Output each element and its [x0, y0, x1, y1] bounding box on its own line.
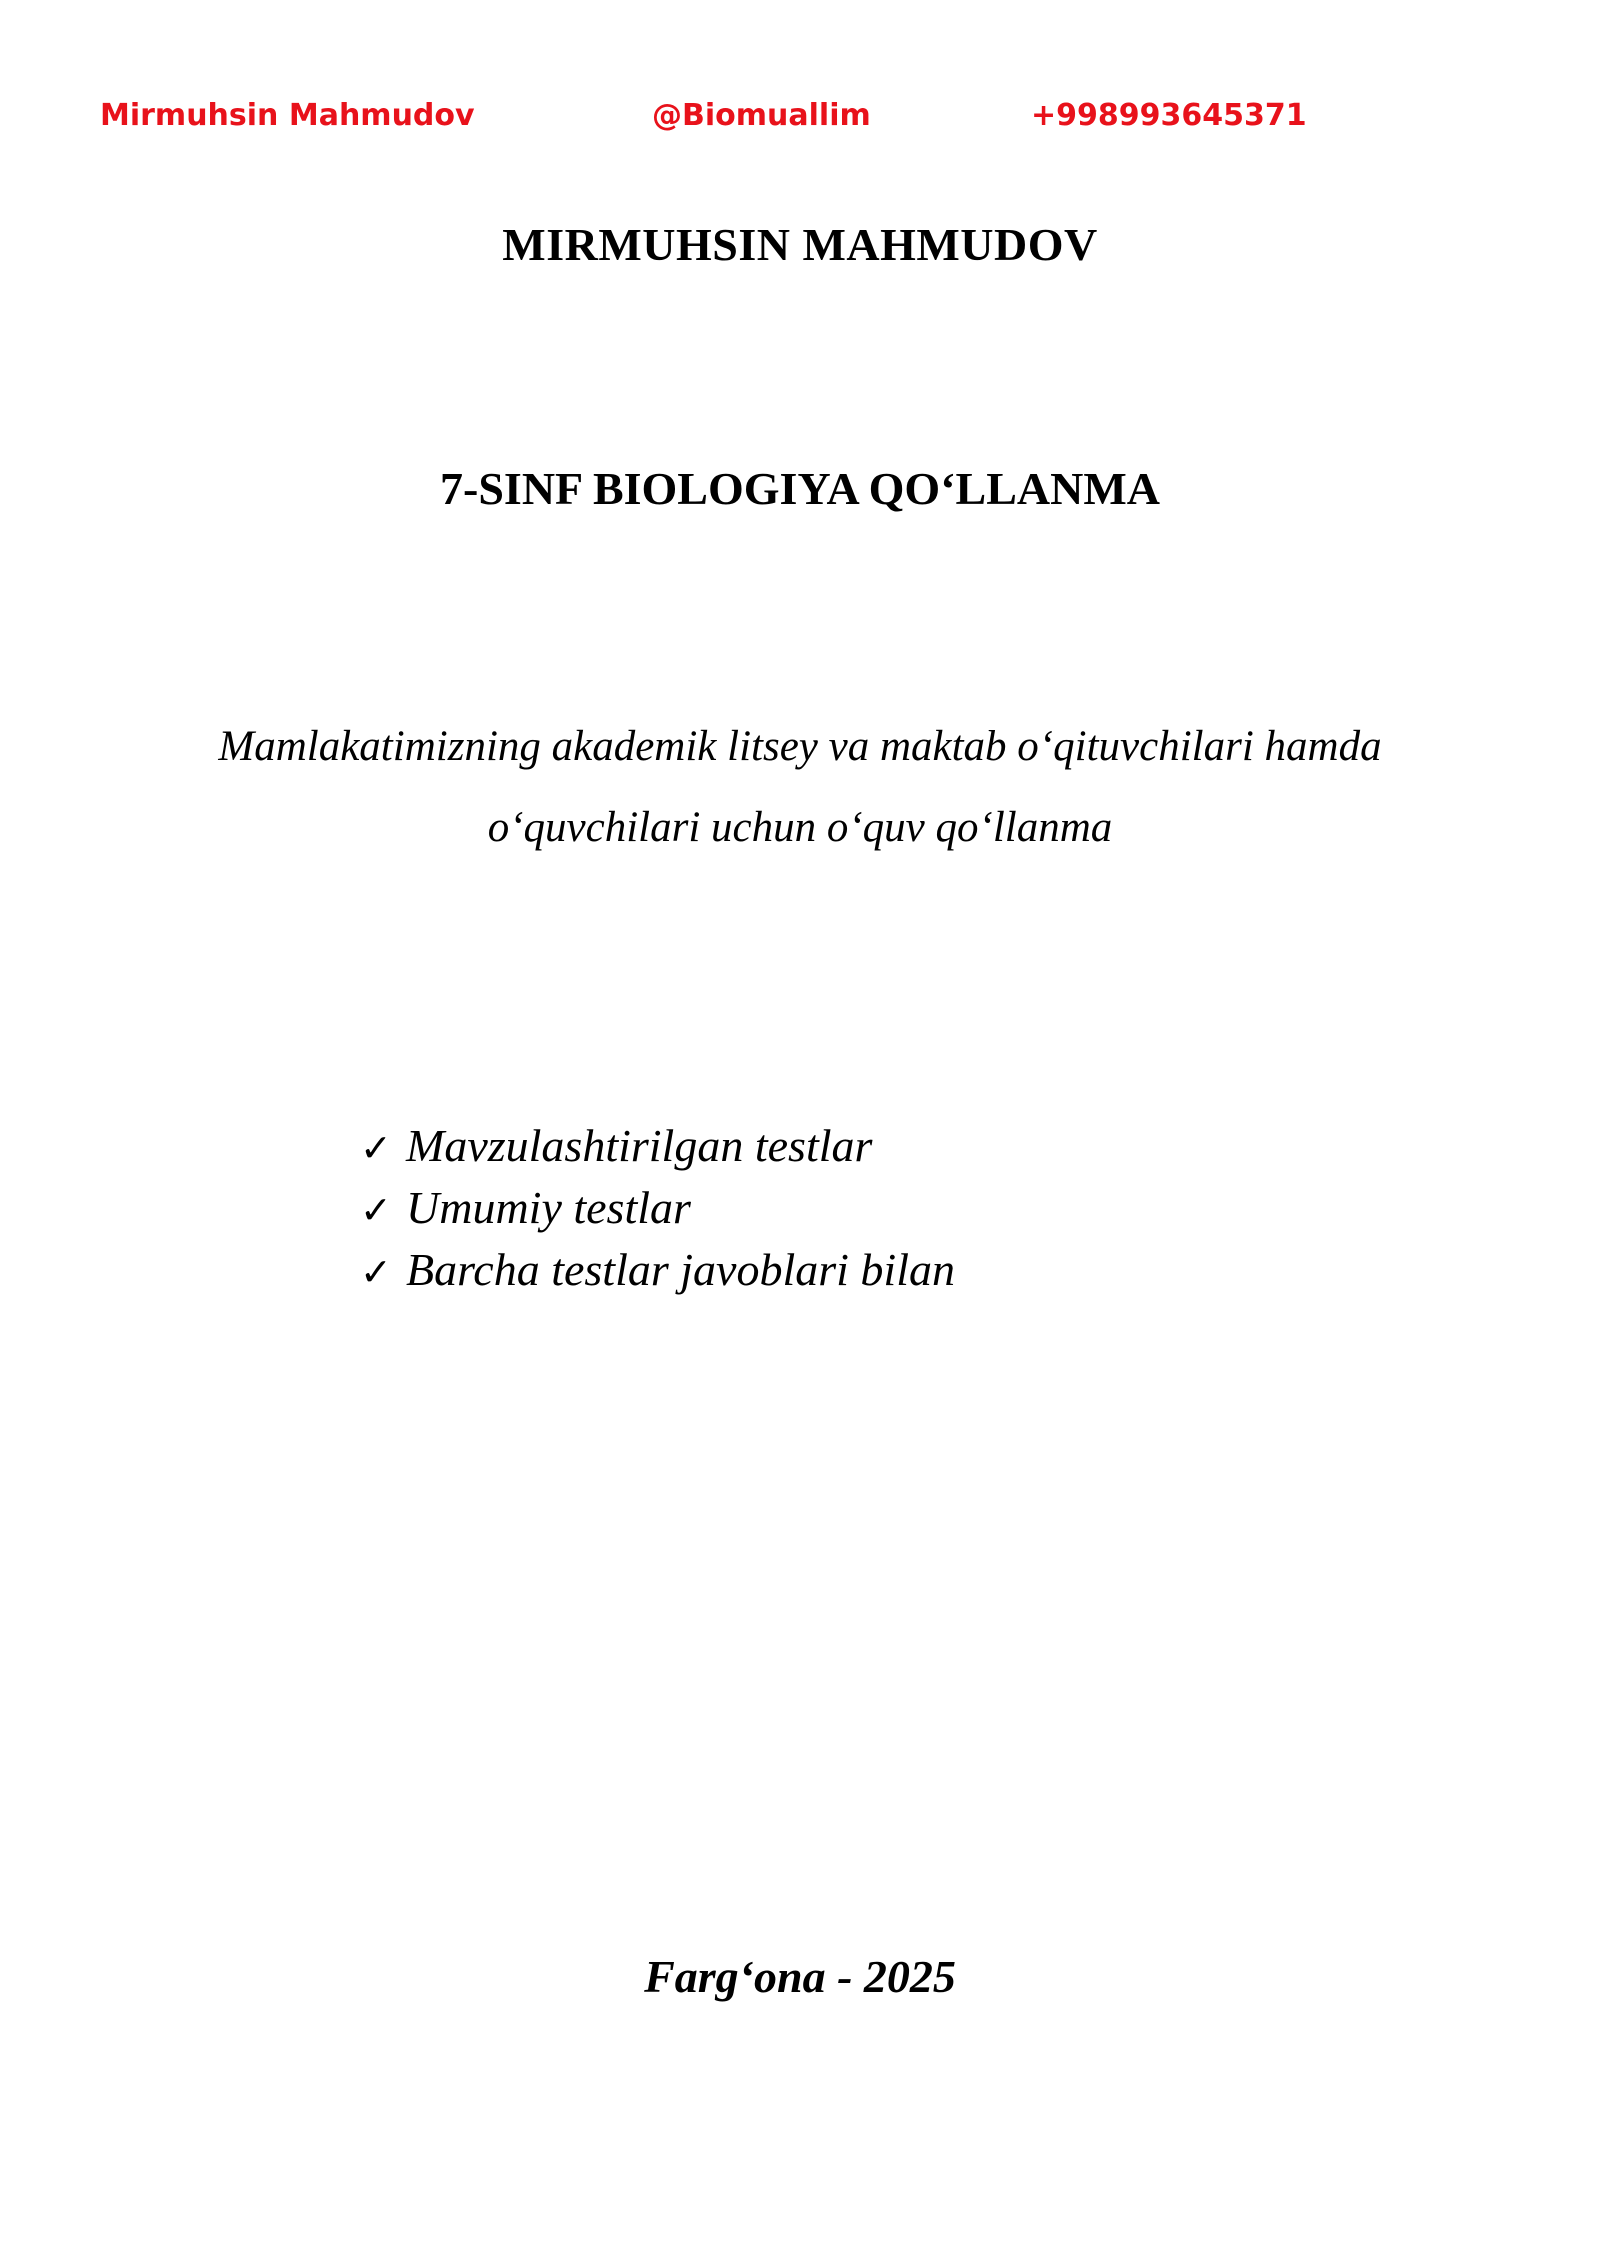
feature-item	[360, 1116, 1260, 1178]
checkmark-icon: ✓	[360, 1126, 392, 1170]
subtitle-line: o‘quvchilari uchun o‘quv qo‘llanma	[487, 804, 1113, 851]
feature-label: Umumiy testlar	[406, 1182, 691, 1233]
feature-label: Barcha testlar javoblari bilan	[406, 1244, 955, 1295]
phone-number: +998993645371	[1031, 98, 1307, 133]
checkmark-icon: ✓	[360, 1250, 392, 1294]
author-title: MIRMUHSIN MAHMUDOV	[502, 219, 1098, 270]
feature-item	[360, 1240, 1260, 1302]
feature-list	[360, 1116, 1260, 1302]
book-subtitle	[100, 706, 1500, 868]
author-name-header: Mirmuhsin Mahmudov	[100, 98, 475, 133]
checkmark-icon: ✓	[360, 1188, 392, 1232]
feature-label: Mavzulashtirilgan testlar	[406, 1120, 873, 1171]
place-year: Farg‘ona - 2025	[644, 1951, 956, 2002]
book-title: 7-SINF BIOLOGIYA QO‘LLANMA	[440, 463, 1160, 514]
feature-item	[360, 1178, 1260, 1240]
subtitle-line: Mamlakatimizning akademik litsey va maktab o‘qituvchilari hamda	[218, 723, 1382, 770]
page-header	[0, 98, 1600, 142]
social-handle: @Biomuallim	[652, 98, 871, 133]
